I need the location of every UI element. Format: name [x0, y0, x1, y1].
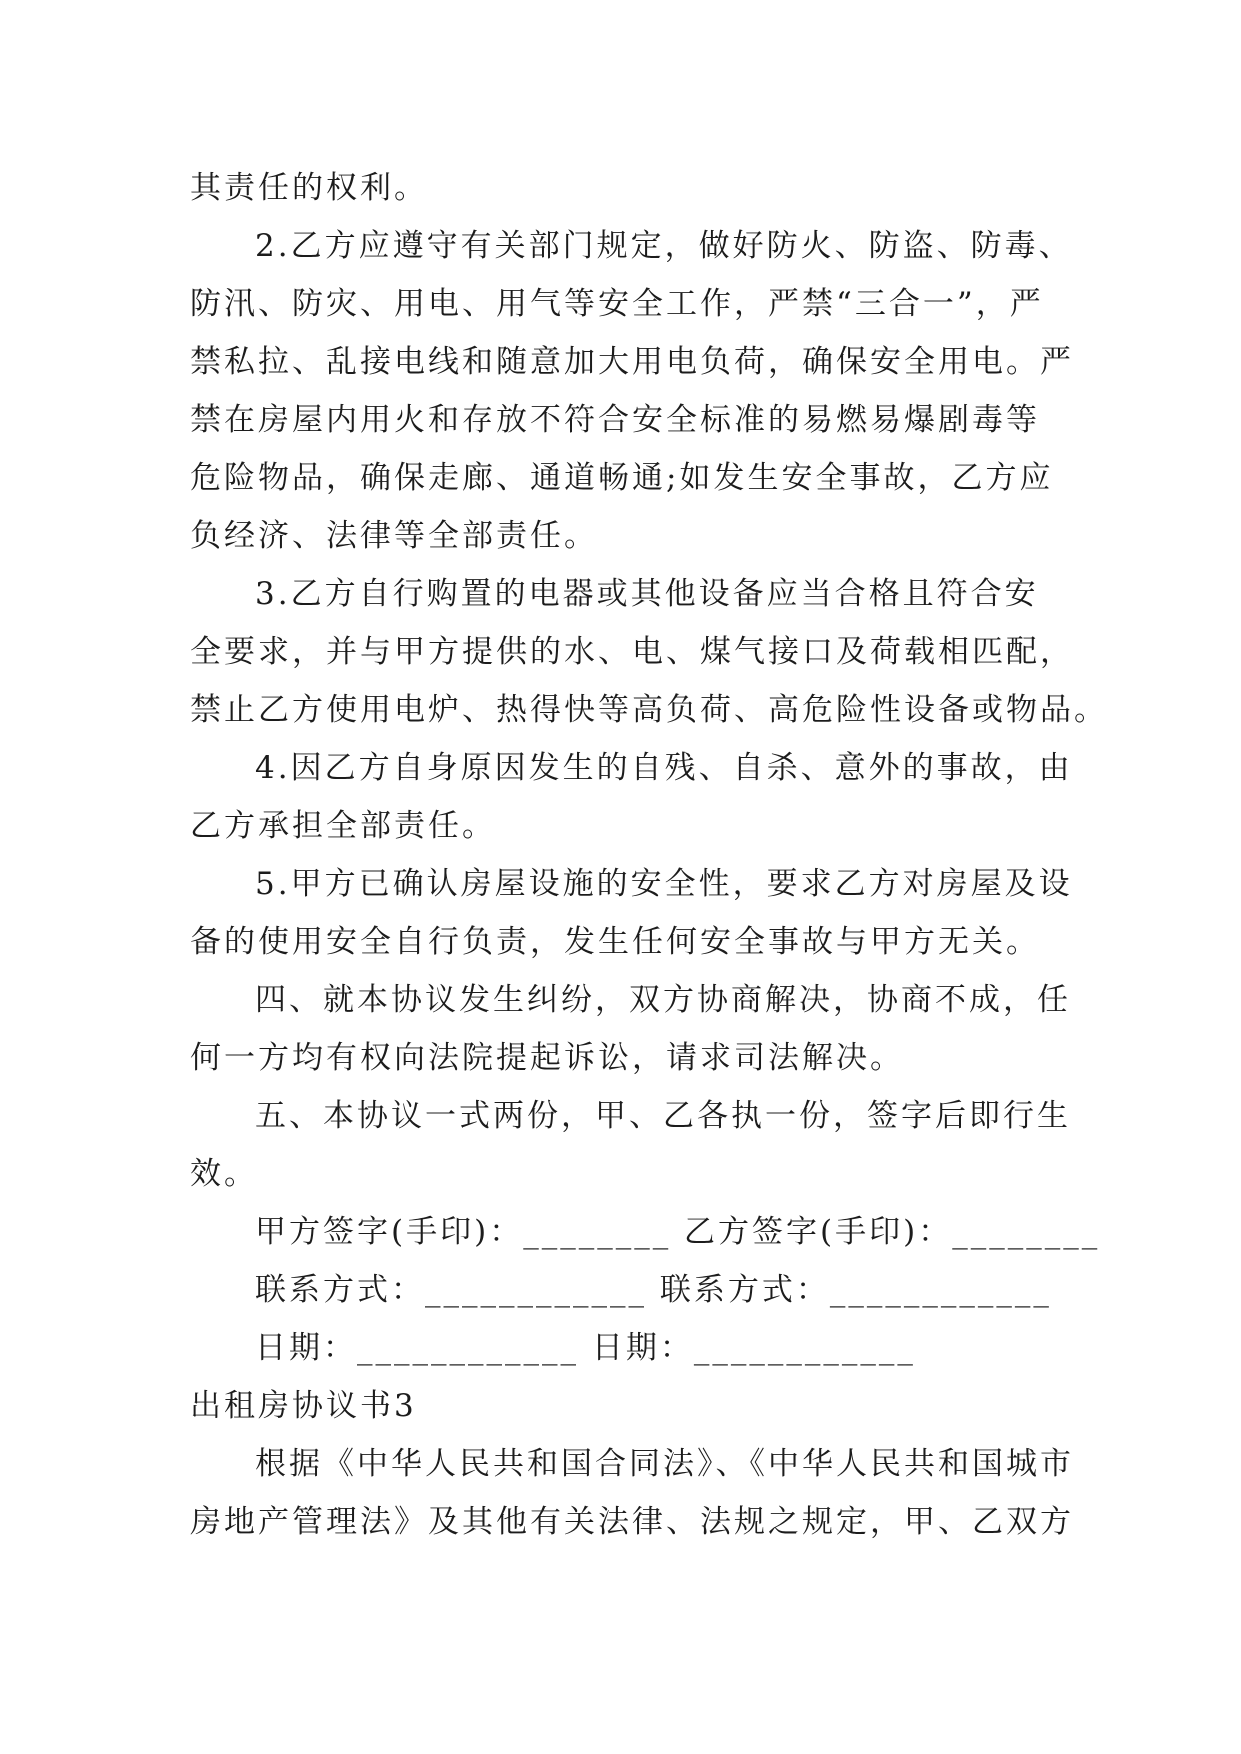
clause-5-line-1: 5.甲方已确认房屋设施的安全性，要求乙方对房屋及设 [255, 866, 1073, 902]
section-4-line-1: 四、就本协议发生纠纷，双方协商解决，协商不成，任 [255, 982, 1071, 1018]
clause-5-line-2: 备的使用安全自行负责，发生任何安全事故与甲方无关。 [190, 924, 1040, 960]
contact-line: 联系方式：____________ 联系方式：____________ [255, 1272, 1052, 1308]
clause-2-line-4: 禁在房屋内用火和存放不符合安全标准的易燃易爆剧毒等 [190, 402, 1040, 438]
clause-3-line-2: 全要求，并与甲方提供的水、电、煤气接口及荷载相匹配， [190, 634, 1074, 670]
clause-3-line-3: 禁止乙方使用电炉、热得快等高负荷、高危险性设备或物品。 [190, 692, 1108, 728]
section-title: 出租房协议书3 [190, 1388, 417, 1424]
intro-line-1: 根据《中华人民共和国合同法》、《中华人民共和国城市 [255, 1446, 1074, 1482]
clause-3-line-1: 3.乙方自行购置的电器或其他设备应当合格且符合安 [255, 576, 1039, 612]
clause-2-line-5: 危险物品，确保走廊、通道畅通;如发生安全事故，乙方应 [190, 460, 1054, 496]
intro-line-2: 房地产管理法》及其他有关法律、法规之规定，甲、乙双方 [190, 1504, 1074, 1540]
clause-2-line-1: 2.乙方应遵守有关部门规定，做好防火、防盗、防毒、 [255, 228, 1073, 264]
clause-2-line-6: 负经济、法律等全部责任。 [190, 518, 598, 554]
signature-line: 甲方签字(手印)：________ 乙方签字(手印)：________ [255, 1214, 1101, 1250]
clause-4-line-2: 乙方承担全部责任。 [190, 808, 496, 844]
section-5-line-2: 效。 [190, 1156, 258, 1192]
clause-4-line-1: 4.因乙方自身原因发生的自残、自杀、意外的事故，由 [255, 750, 1073, 786]
date-line: 日期：____________ 日期：____________ [255, 1330, 916, 1366]
section-5-line-1: 五、本协议一式两份，甲、乙各执一份，签字后即行生 [255, 1098, 1071, 1134]
clause-2-line-2: 防汛、防灾、用电、用气等安全工作，严禁“三合一”，严 [190, 286, 1044, 322]
clause-2-line-3: 禁私拉、乱接电线和随意加大用电负荷，确保安全用电。严 [190, 344, 1074, 380]
text-line-1: 其责任的权利。 [190, 170, 428, 206]
section-4-line-2: 何一方均有权向法院提起诉讼，请求司法解决。 [190, 1040, 904, 1076]
